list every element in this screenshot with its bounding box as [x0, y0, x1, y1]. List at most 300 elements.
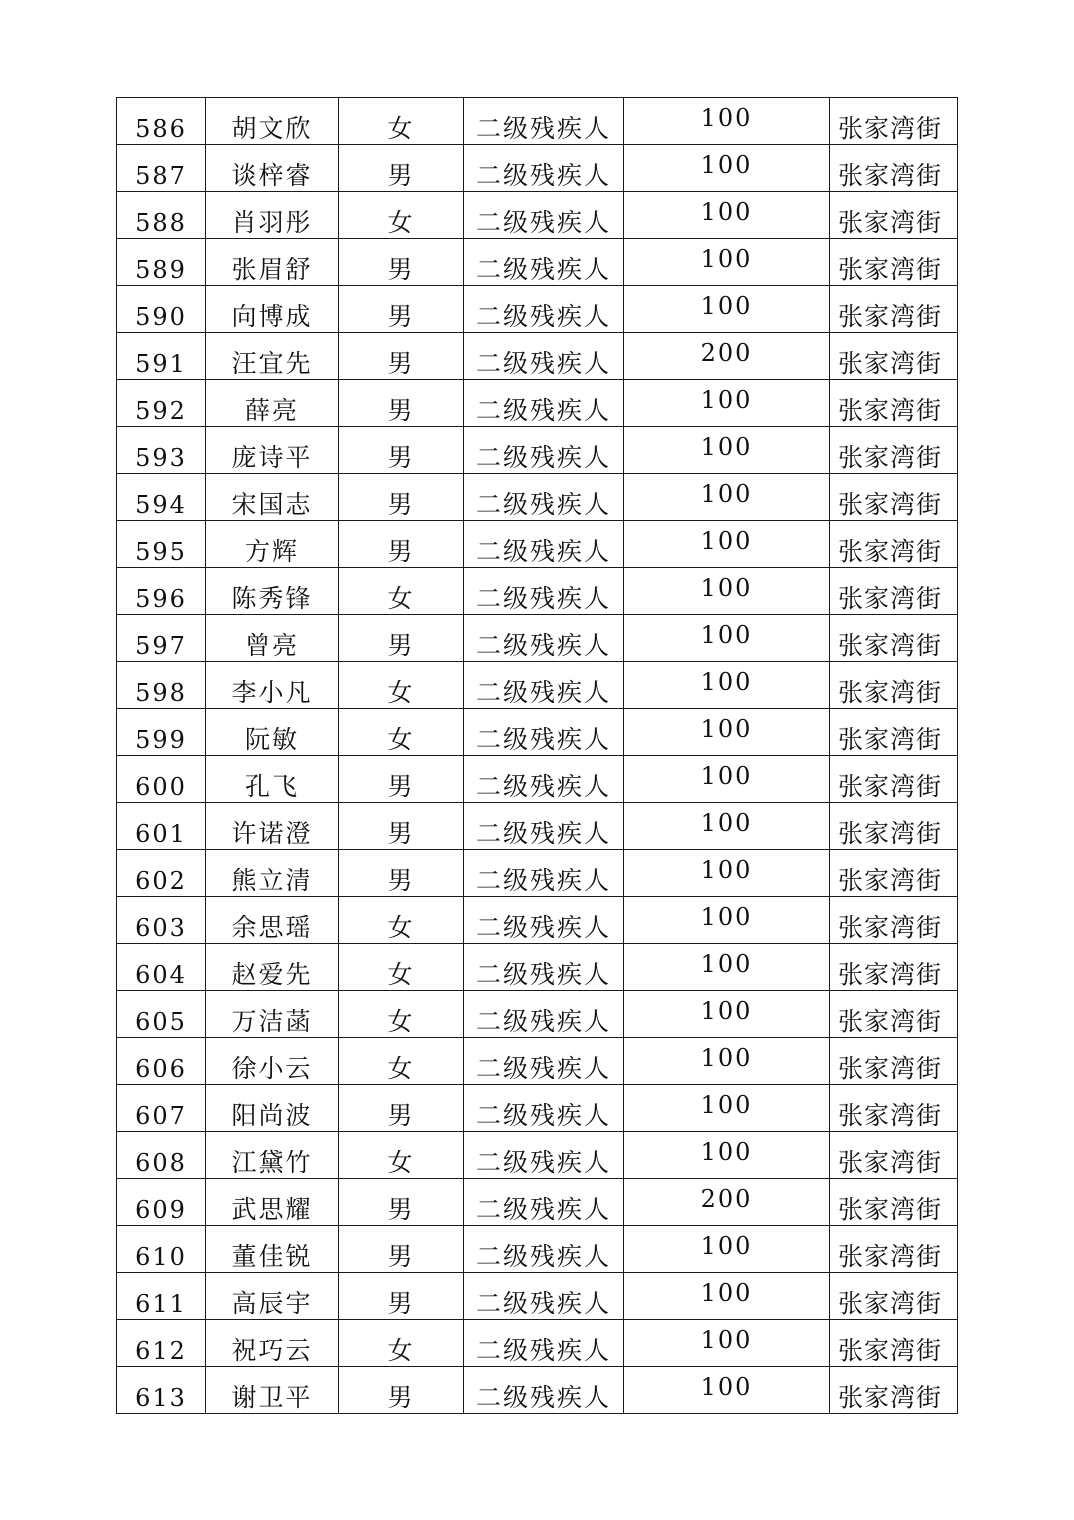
street-name: 张家湾街	[838, 161, 943, 190]
serial-number: 590	[135, 303, 187, 331]
street-name: 张家湾街	[838, 1242, 943, 1271]
name-cell	[206, 850, 339, 897]
serial-number: 607	[135, 1102, 187, 1130]
name-cell	[206, 380, 339, 427]
table-row	[117, 333, 958, 380]
serial-number: 610	[135, 1243, 187, 1271]
category-cell	[464, 380, 624, 427]
amount-cell	[624, 756, 830, 803]
serial-number: 603	[135, 914, 187, 942]
table-row	[117, 897, 958, 944]
table-row	[117, 1179, 958, 1226]
street-cell	[830, 98, 958, 145]
serial-number-cell	[117, 991, 206, 1038]
gender-cell	[339, 1038, 464, 1085]
street-name: 张家湾街	[838, 772, 943, 801]
person-name: 孔飞	[244, 772, 299, 801]
street-name: 张家湾街	[838, 396, 943, 425]
disability-category: 二级残疾人	[475, 1054, 611, 1083]
amount-cell	[624, 991, 830, 1038]
street-name: 张家湾街	[838, 678, 943, 707]
gender: 男	[387, 1383, 415, 1412]
person-name: 祝巧云	[231, 1336, 313, 1365]
gender: 女	[387, 960, 415, 989]
amount-cell	[624, 709, 830, 756]
street-name: 张家湾街	[838, 1336, 943, 1365]
subsidy-amount: 100	[700, 950, 753, 978]
street-name: 张家湾街	[838, 960, 943, 989]
table-row	[117, 709, 958, 756]
disability-category: 二级残疾人	[475, 1101, 611, 1130]
serial-number: 602	[135, 867, 187, 895]
person-name: 董佳锐	[231, 1242, 313, 1271]
serial-number-cell	[117, 662, 206, 709]
street-name: 张家湾街	[838, 255, 943, 284]
gender: 男	[387, 255, 415, 284]
street-cell	[830, 427, 958, 474]
amount-cell	[624, 897, 830, 944]
gender: 女	[387, 1054, 415, 1083]
street-name: 张家湾街	[838, 1054, 943, 1083]
table-row	[117, 662, 958, 709]
person-name: 赵爱先	[231, 960, 313, 989]
amount-cell	[624, 192, 830, 239]
street-cell	[830, 1179, 958, 1226]
table-row	[117, 1226, 958, 1273]
serial-number: 596	[135, 585, 187, 613]
disability-category: 二级残疾人	[475, 772, 611, 801]
serial-number: 595	[135, 538, 187, 566]
name-cell	[206, 803, 339, 850]
gender-cell	[339, 1132, 464, 1179]
gender: 男	[387, 631, 415, 660]
gender-cell	[339, 474, 464, 521]
subsidy-amount: 100	[700, 1279, 753, 1307]
gender-cell	[339, 521, 464, 568]
disability-category: 二级残疾人	[475, 396, 611, 425]
gender: 男	[387, 866, 415, 895]
person-name: 庞诗平	[231, 443, 313, 472]
serial-number: 606	[135, 1055, 187, 1083]
person-name: 谈梓睿	[231, 161, 313, 190]
subsidy-amount: 100	[700, 574, 753, 602]
amount-cell	[624, 1085, 830, 1132]
serial-number: 599	[135, 726, 187, 754]
category-cell	[464, 192, 624, 239]
street-name: 张家湾街	[838, 349, 943, 378]
name-cell	[206, 1179, 339, 1226]
category-cell	[464, 286, 624, 333]
name-cell	[206, 1038, 339, 1085]
name-cell	[206, 709, 339, 756]
gender: 男	[387, 396, 415, 425]
disability-category: 二级残疾人	[475, 960, 611, 989]
street-cell	[830, 709, 958, 756]
subsidy-amount: 100	[700, 856, 753, 884]
gender-cell	[339, 1226, 464, 1273]
street-name: 张家湾街	[838, 1148, 943, 1177]
disability-category: 二级残疾人	[475, 208, 611, 237]
person-name: 武思耀	[231, 1195, 313, 1224]
table-row	[117, 850, 958, 897]
street-cell	[830, 803, 958, 850]
category-cell	[464, 427, 624, 474]
street-name: 张家湾街	[838, 725, 943, 754]
name-cell	[206, 991, 339, 1038]
category-cell	[464, 333, 624, 380]
serial-number-cell	[117, 521, 206, 568]
person-name: 谢卫平	[231, 1383, 313, 1412]
gender-cell	[339, 1085, 464, 1132]
serial-number-cell	[117, 615, 206, 662]
name-cell	[206, 1367, 339, 1414]
gender-cell	[339, 897, 464, 944]
name-cell	[206, 521, 339, 568]
gender-cell	[339, 145, 464, 192]
street-name: 张家湾街	[838, 302, 943, 331]
serial-number: 604	[135, 961, 187, 989]
name-cell	[206, 615, 339, 662]
person-name: 徐小云	[231, 1054, 313, 1083]
name-cell	[206, 1132, 339, 1179]
amount-cell	[624, 521, 830, 568]
name-cell	[206, 1320, 339, 1367]
amount-cell	[624, 1273, 830, 1320]
disability-category: 二级残疾人	[475, 490, 611, 519]
gender: 男	[387, 1242, 415, 1271]
gender: 女	[387, 913, 415, 942]
category-cell	[464, 474, 624, 521]
subsidy-amount: 100	[700, 1091, 753, 1119]
gender: 男	[387, 490, 415, 519]
disability-category: 二级残疾人	[475, 161, 611, 190]
street-cell	[830, 521, 958, 568]
name-cell	[206, 98, 339, 145]
serial-number-cell	[117, 1132, 206, 1179]
subsidy-amount: 100	[700, 433, 753, 461]
gender: 女	[387, 725, 415, 754]
subsidy-amount: 100	[700, 1044, 753, 1072]
gender-cell	[339, 944, 464, 991]
gender-cell	[339, 286, 464, 333]
person-name: 万洁菡	[231, 1007, 313, 1036]
street-cell	[830, 1273, 958, 1320]
amount-cell	[624, 286, 830, 333]
disability-category: 二级残疾人	[475, 913, 611, 942]
amount-cell	[624, 333, 830, 380]
category-cell	[464, 709, 624, 756]
street-cell	[830, 944, 958, 991]
subsidy-amount: 100	[700, 1326, 753, 1354]
street-name: 张家湾街	[838, 443, 943, 472]
table-row	[117, 521, 958, 568]
category-cell	[464, 568, 624, 615]
category-cell	[464, 756, 624, 803]
disability-category: 二级残疾人	[475, 725, 611, 754]
disability-category: 二级残疾人	[475, 302, 611, 331]
street-cell	[830, 1038, 958, 1085]
category-cell	[464, 1273, 624, 1320]
street-name: 张家湾街	[838, 208, 943, 237]
gender: 男	[387, 1101, 415, 1130]
subsidy-amount: 100	[700, 480, 753, 508]
street-cell	[830, 897, 958, 944]
gender-cell	[339, 380, 464, 427]
table-row	[117, 192, 958, 239]
gender: 女	[387, 114, 415, 143]
serial-number-cell	[117, 427, 206, 474]
gender: 男	[387, 443, 415, 472]
name-cell	[206, 286, 339, 333]
disability-category: 二级残疾人	[475, 584, 611, 613]
table-row	[117, 944, 958, 991]
street-name: 张家湾街	[838, 866, 943, 895]
street-cell	[830, 1320, 958, 1367]
street-cell	[830, 474, 958, 521]
gender: 男	[387, 161, 415, 190]
gender: 男	[387, 819, 415, 848]
street-name: 张家湾街	[838, 819, 943, 848]
disability-category: 二级残疾人	[475, 443, 611, 472]
serial-number-cell	[117, 850, 206, 897]
person-name: 余思瑶	[231, 913, 313, 942]
street-cell	[830, 1132, 958, 1179]
table-row	[117, 1320, 958, 1367]
serial-number: 586	[135, 115, 187, 143]
table-row	[117, 145, 958, 192]
name-cell	[206, 1273, 339, 1320]
serial-number-cell	[117, 1226, 206, 1273]
name-cell	[206, 944, 339, 991]
roster-table	[116, 97, 958, 1414]
amount-cell	[624, 803, 830, 850]
street-cell	[830, 192, 958, 239]
name-cell	[206, 239, 339, 286]
serial-number: 594	[135, 491, 187, 519]
amount-cell	[624, 615, 830, 662]
amount-cell	[624, 568, 830, 615]
category-cell	[464, 944, 624, 991]
table-row	[117, 427, 958, 474]
category-cell	[464, 991, 624, 1038]
subsidy-amount: 200	[700, 1185, 753, 1213]
name-cell	[206, 756, 339, 803]
gender-cell	[339, 615, 464, 662]
person-name: 张眉舒	[231, 255, 313, 284]
person-name: 高辰宇	[231, 1289, 313, 1318]
amount-cell	[624, 1132, 830, 1179]
person-name: 汪宜先	[231, 349, 313, 378]
name-cell	[206, 1085, 339, 1132]
name-cell	[206, 474, 339, 521]
subsidy-amount: 100	[700, 386, 753, 414]
subsidy-amount: 200	[700, 339, 753, 367]
person-name: 方辉	[244, 537, 299, 566]
person-name: 阮敏	[244, 725, 299, 754]
street-name: 张家湾街	[838, 1289, 943, 1318]
disability-category: 二级残疾人	[475, 255, 611, 284]
disability-category: 二级残疾人	[475, 678, 611, 707]
category-cell	[464, 850, 624, 897]
subsidy-amount: 100	[700, 245, 753, 273]
category-cell	[464, 1226, 624, 1273]
street-name: 张家湾街	[838, 1195, 943, 1224]
disability-category: 二级残疾人	[475, 1383, 611, 1412]
category-cell	[464, 145, 624, 192]
street-cell	[830, 662, 958, 709]
table-row	[117, 615, 958, 662]
table-row	[117, 474, 958, 521]
street-cell	[830, 145, 958, 192]
street-name: 张家湾街	[838, 114, 943, 143]
name-cell	[206, 427, 339, 474]
gender-cell	[339, 1273, 464, 1320]
subsidy-amount: 100	[700, 1138, 753, 1166]
street-name: 张家湾街	[838, 537, 943, 566]
street-cell	[830, 239, 958, 286]
amount-cell	[624, 1038, 830, 1085]
table-row	[117, 380, 958, 427]
gender-cell	[339, 850, 464, 897]
serial-number: 589	[135, 256, 187, 284]
subsidy-amount: 100	[700, 198, 753, 226]
serial-number-cell	[117, 568, 206, 615]
name-cell	[206, 568, 339, 615]
gender: 女	[387, 1007, 415, 1036]
gender-cell	[339, 709, 464, 756]
serial-number-cell	[117, 1179, 206, 1226]
serial-number-cell	[117, 333, 206, 380]
serial-number-cell	[117, 897, 206, 944]
subsidy-amount: 100	[700, 762, 753, 790]
category-cell	[464, 1367, 624, 1414]
person-name: 肖羽彤	[231, 208, 313, 237]
gender: 男	[387, 1289, 415, 1318]
disability-category: 二级残疾人	[475, 537, 611, 566]
person-name: 阳尚波	[231, 1101, 313, 1130]
amount-cell	[624, 380, 830, 427]
serial-number: 593	[135, 444, 187, 472]
table-row	[117, 286, 958, 333]
table-row	[117, 756, 958, 803]
street-cell	[830, 756, 958, 803]
disability-category: 二级残疾人	[475, 819, 611, 848]
gender: 男	[387, 537, 415, 566]
street-name: 张家湾街	[838, 490, 943, 519]
category-cell	[464, 98, 624, 145]
gender: 女	[387, 208, 415, 237]
table-row	[117, 1132, 958, 1179]
serial-number: 591	[135, 350, 187, 378]
serial-number-cell	[117, 1038, 206, 1085]
disability-category: 二级残疾人	[475, 631, 611, 660]
serial-number-cell	[117, 286, 206, 333]
serial-number-cell	[117, 474, 206, 521]
name-cell	[206, 662, 339, 709]
street-name: 张家湾街	[838, 1007, 943, 1036]
gender-cell	[339, 991, 464, 1038]
subsidy-amount: 100	[700, 809, 753, 837]
table-row	[117, 1038, 958, 1085]
amount-cell	[624, 98, 830, 145]
amount-cell	[624, 474, 830, 521]
serial-number-cell	[117, 803, 206, 850]
serial-number-cell	[117, 1273, 206, 1320]
serial-number: 609	[135, 1196, 187, 1224]
serial-number-cell	[117, 756, 206, 803]
street-name: 张家湾街	[838, 1383, 943, 1412]
table-row	[117, 803, 958, 850]
street-cell	[830, 991, 958, 1038]
amount-cell	[624, 427, 830, 474]
serial-number: 598	[135, 679, 187, 707]
gender: 女	[387, 1148, 415, 1177]
street-name: 张家湾街	[838, 631, 943, 660]
subsidy-amount: 100	[700, 903, 753, 931]
disability-category: 二级残疾人	[475, 1195, 611, 1224]
street-name: 张家湾街	[838, 1101, 943, 1130]
disability-category: 二级残疾人	[475, 114, 611, 143]
street-cell	[830, 333, 958, 380]
subsidy-amount: 100	[700, 292, 753, 320]
gender-cell	[339, 333, 464, 380]
gender-cell	[339, 568, 464, 615]
serial-number: 613	[135, 1384, 187, 1412]
gender-cell	[339, 1320, 464, 1367]
disability-category: 二级残疾人	[475, 1336, 611, 1365]
amount-cell	[624, 850, 830, 897]
subsidy-amount: 100	[700, 621, 753, 649]
street-name: 张家湾街	[838, 584, 943, 613]
serial-number: 611	[135, 1290, 187, 1318]
amount-cell	[624, 1226, 830, 1273]
gender-cell	[339, 98, 464, 145]
name-cell	[206, 192, 339, 239]
disability-category: 二级残疾人	[475, 1289, 611, 1318]
person-name: 陈秀锋	[231, 584, 313, 613]
person-name: 向博成	[231, 302, 313, 331]
serial-number: 605	[135, 1008, 187, 1036]
gender: 男	[387, 349, 415, 378]
gender-cell	[339, 1367, 464, 1414]
street-cell	[830, 1085, 958, 1132]
disability-category: 二级残疾人	[475, 349, 611, 378]
subsidy-amount: 100	[700, 104, 753, 132]
person-name: 胡文欣	[231, 114, 313, 143]
person-name: 宋国志	[231, 490, 313, 519]
table-row	[117, 568, 958, 615]
table-row	[117, 1085, 958, 1132]
street-cell	[830, 615, 958, 662]
gender-cell	[339, 1179, 464, 1226]
serial-number: 612	[135, 1337, 187, 1365]
amount-cell	[624, 145, 830, 192]
serial-number: 600	[135, 773, 187, 801]
street-name: 张家湾街	[838, 913, 943, 942]
person-name: 李小凡	[231, 678, 313, 707]
serial-number: 592	[135, 397, 187, 425]
street-cell	[830, 1367, 958, 1414]
subsidy-amount: 100	[700, 715, 753, 743]
name-cell	[206, 1226, 339, 1273]
amount-cell	[624, 239, 830, 286]
category-cell	[464, 803, 624, 850]
table-row	[117, 98, 958, 145]
table-row	[117, 991, 958, 1038]
gender-cell	[339, 427, 464, 474]
subsidy-amount: 100	[700, 1373, 753, 1401]
person-name: 熊立清	[231, 866, 313, 895]
